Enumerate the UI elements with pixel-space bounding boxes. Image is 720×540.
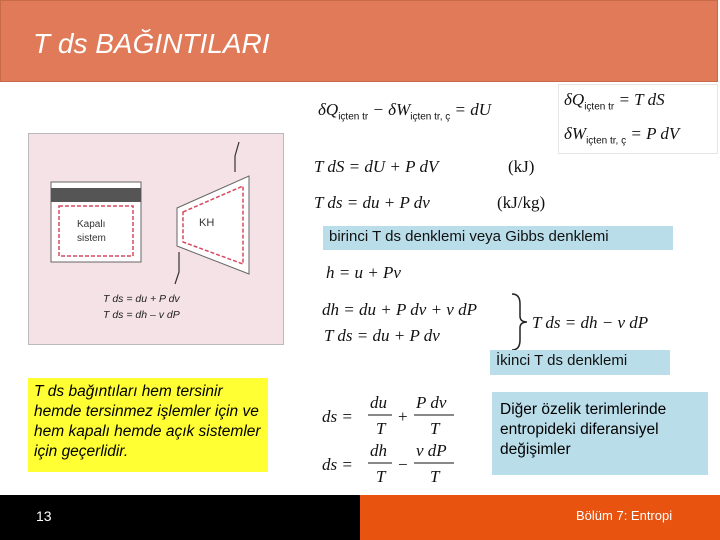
tds-repeat-eq [324, 326, 440, 346]
fraction-denominator: T [430, 419, 440, 438]
fraction-numerator: dh [370, 441, 387, 460]
outlet-arrow-icon [235, 142, 239, 172]
fraction-numerator: v dP [416, 441, 447, 460]
fraction-denominator: T [376, 419, 386, 438]
figure-eq: T ds = dh – v dP [103, 309, 180, 321]
slide-title: T ds BAĞINTILARI [33, 28, 270, 59]
eq-term: δW [564, 124, 587, 143]
eq-term: = P dV [626, 124, 680, 143]
piston [51, 188, 141, 202]
eq-term: T dS = dU + P dV [314, 157, 439, 176]
fraction-numerator: du [370, 393, 387, 412]
eq-term: T ds = dh − v dP [532, 313, 649, 332]
fraction-operator: + [398, 407, 408, 426]
fraction-numerator: P dv [416, 393, 447, 412]
figure-eq: T ds = du + P dv [103, 293, 180, 305]
first-tds-caption: birinci T ds denklemi veya Gibbs denklemi [323, 226, 673, 250]
eq-sub: içten tr, ç [410, 111, 451, 123]
unit-kj: (kJ) [508, 157, 535, 176]
validity-note: T ds bağıntıları hem tersinir hemde tersinmez işlemler için ve hem kapalı hemde açık sistemler için geçerlidir. [28, 378, 268, 472]
eq-sub: içten tr, ç [586, 135, 627, 147]
footer-left [0, 495, 360, 540]
fraction-denominator: T [376, 467, 386, 486]
system-figure [28, 133, 284, 345]
eq-term: T ds = du + P dv [324, 326, 440, 345]
fraction-lhs: ds = [322, 455, 353, 474]
tds-intensive-eq [314, 193, 430, 213]
turbine-label: KH [199, 217, 215, 229]
second-tds-eq [532, 313, 648, 333]
eq-term: − δW [368, 100, 411, 119]
heat-eq [564, 90, 665, 112]
dh-eq [322, 300, 477, 320]
work-eq [564, 124, 679, 146]
energy-balance-eq [318, 100, 491, 122]
fraction-lhs: ds = [322, 407, 353, 426]
second-tds-caption: İkinci T ds denklemi [490, 350, 670, 375]
eq-term: δQ [564, 90, 585, 109]
eq-term: = dU [450, 100, 492, 119]
piston-label: sistem [77, 233, 106, 244]
fraction-operator: − [398, 455, 408, 474]
figure-drawing [29, 134, 283, 344]
page-number: 13 [36, 508, 52, 524]
eq-term: h = u + Pv [326, 263, 401, 282]
fraction-denominator: T [430, 467, 440, 486]
eq-term: = T dS [614, 90, 665, 109]
property-note: Diğer özelik terimlerinde entropideki diferansiyel değişimler [492, 392, 708, 475]
unit-kjkg: (kJ/kg) [497, 193, 546, 212]
eq-term: dh = du + P dv + v dP [322, 300, 477, 319]
chapter-label: Bölüm 7: Entropi [576, 508, 673, 523]
eq-sub: içten tr [584, 101, 615, 113]
enthalpy-def-eq [326, 263, 401, 283]
eq-term: T ds = du + P dv [314, 193, 430, 212]
inlet-arrow-icon [175, 252, 179, 284]
right-brace-icon [508, 292, 530, 352]
eq-sub: içten tr [338, 111, 369, 123]
entropy-fraction-eqs [318, 388, 468, 488]
piston-label: Kapalı [77, 219, 106, 230]
eq-term: δQ [318, 100, 339, 119]
tds-extensive-eq [314, 157, 438, 177]
